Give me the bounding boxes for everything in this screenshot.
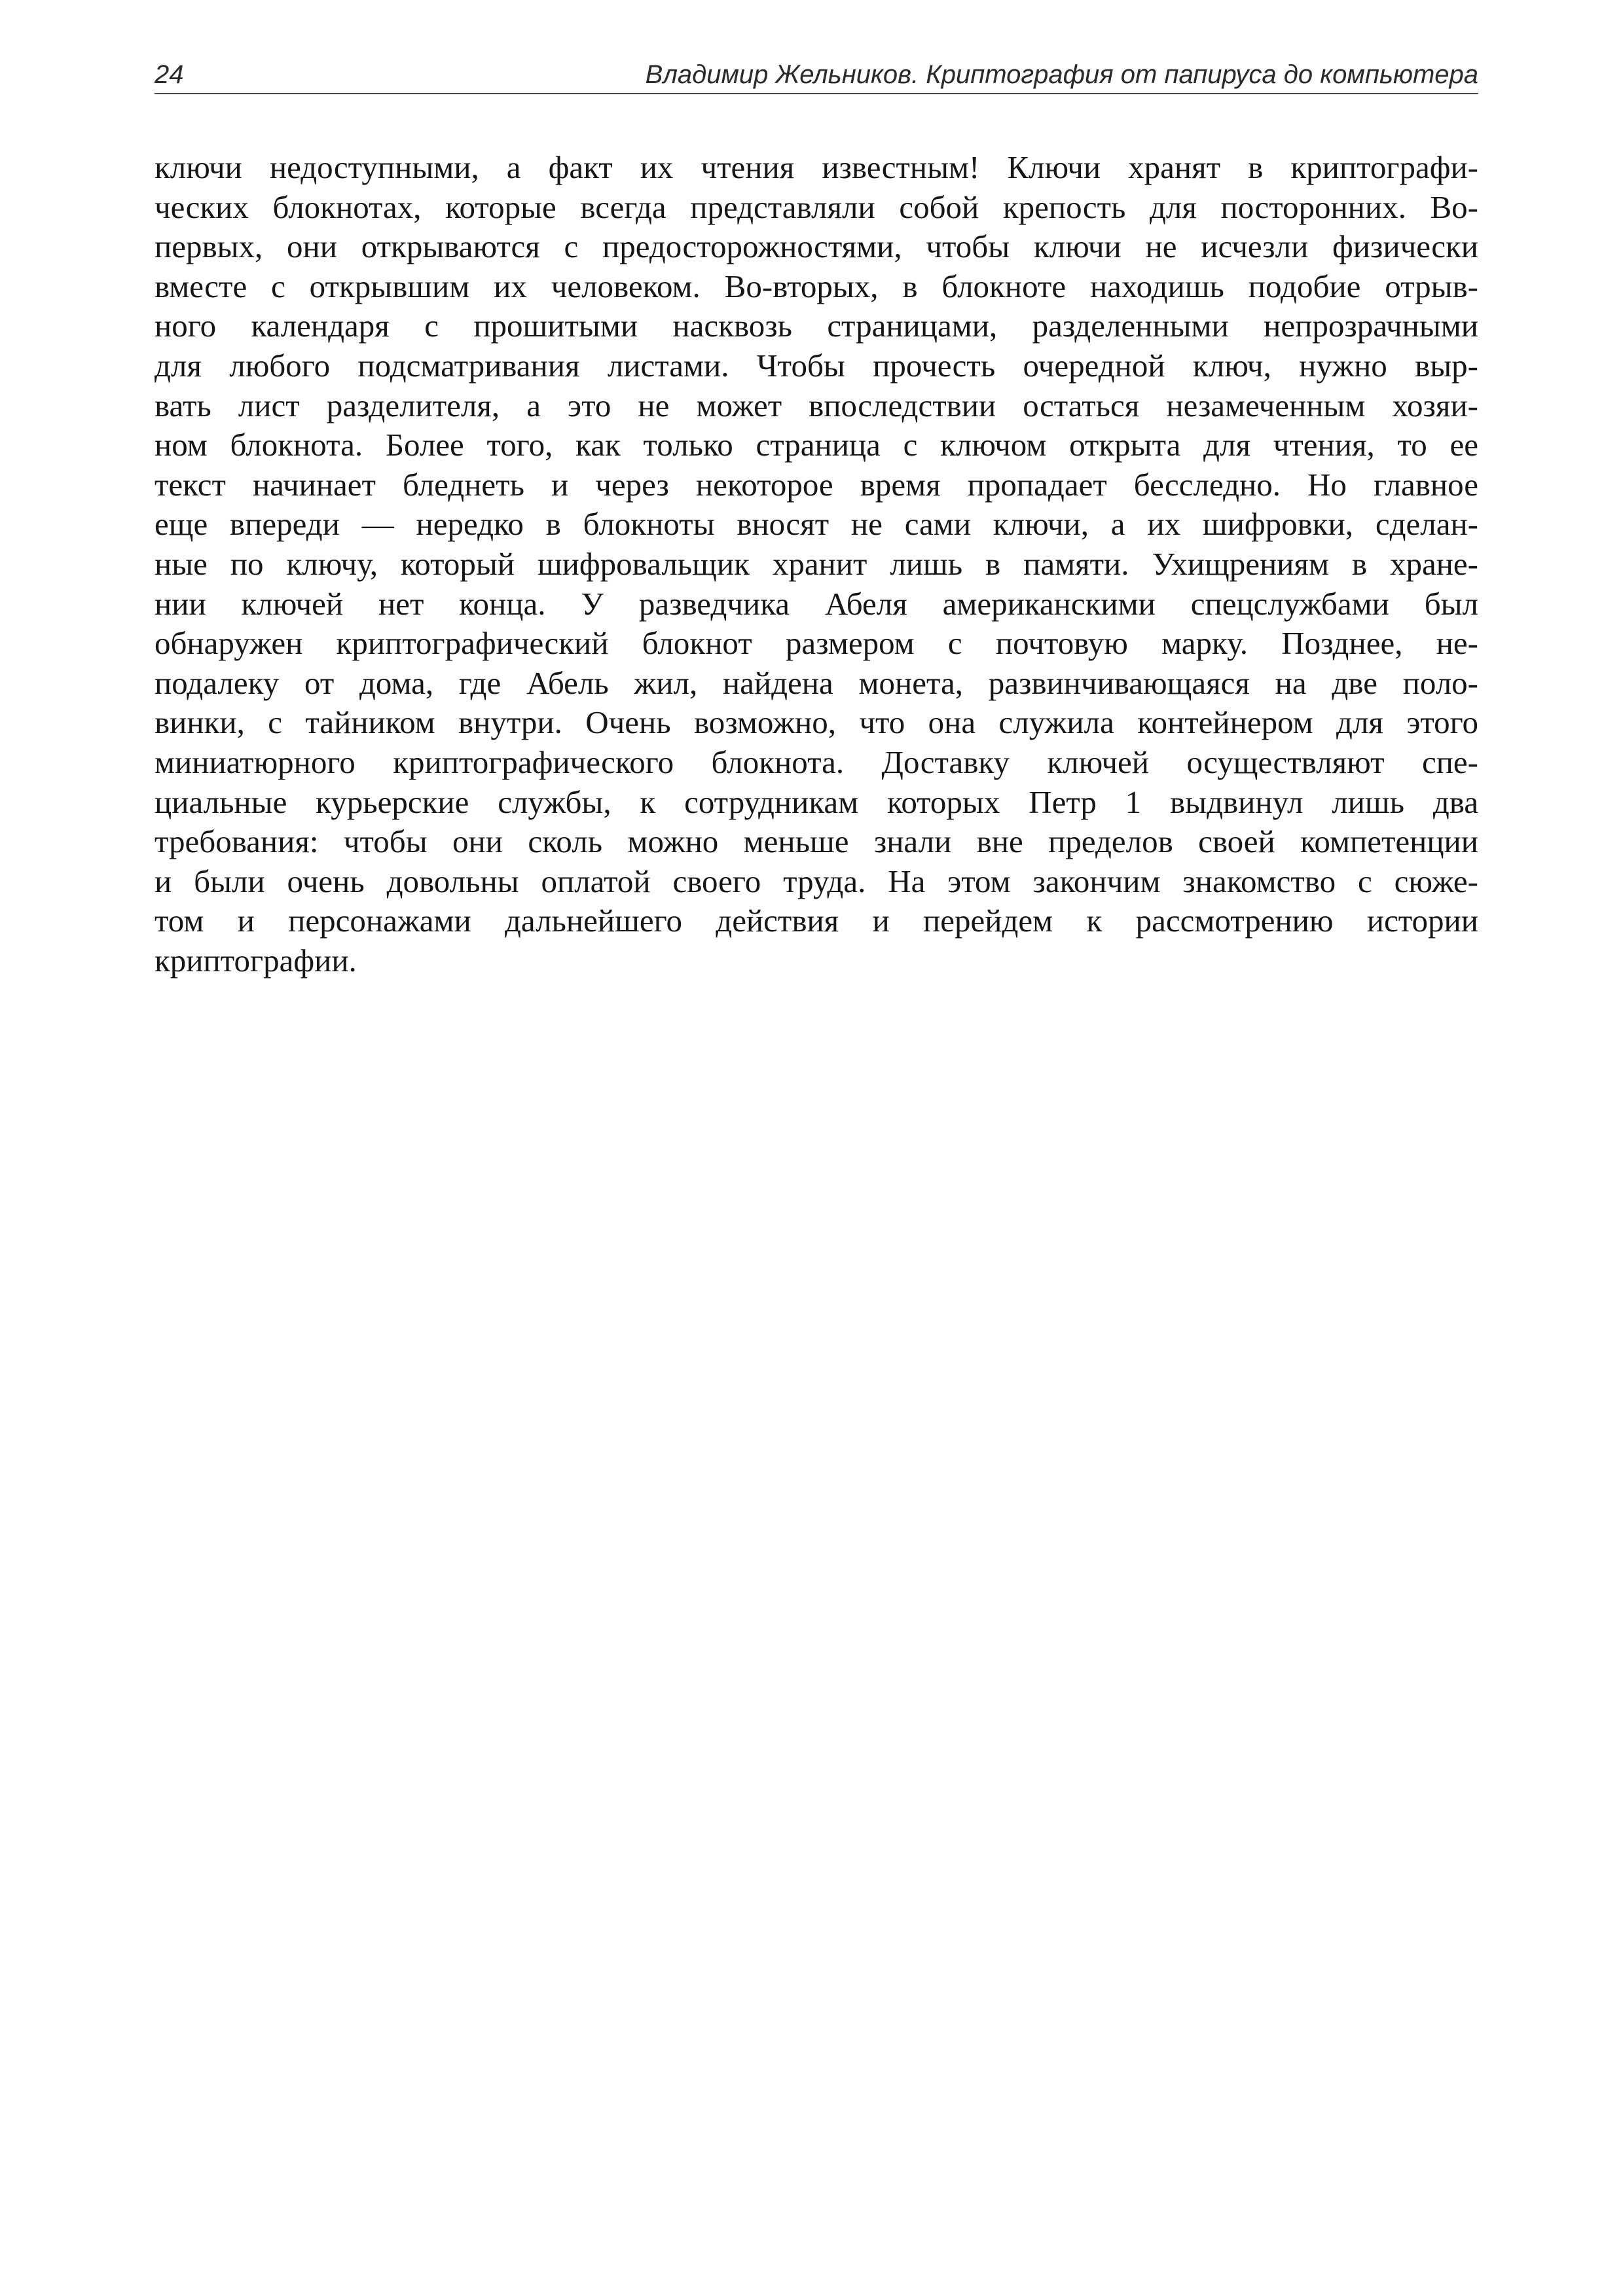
text-line: ном блокнота. Более того, как только страница с ключом открыта для чтения, то ее xyxy=(155,427,1478,463)
text-line: ключи недоступными, а факт их чтения известным! Ключи хранят в криптографи- xyxy=(155,149,1478,185)
text-line: миниатюрного криптографического блокнота. Доставку ключей осуществляют спе- xyxy=(155,744,1478,780)
text-line: винки, с тайником внутри. Очень возможно, что она служила контейнером для этого xyxy=(155,704,1478,741)
text-line: первых, они открываются с предосторожностями, чтобы ключи не исчезли физически xyxy=(155,228,1478,265)
text-line: еще впереди — нередко в блокноты вносят не сами ключи, а их шифровки, сделан- xyxy=(155,506,1478,543)
text-line: том и персонажами дальнейшего действия и перейдем к рассмотрению истории xyxy=(155,903,1478,939)
running-header xyxy=(155,55,1478,94)
text-line: обнаружен криптографический блокнот размером с почтовую марку. Позднее, не- xyxy=(155,625,1478,662)
text-line: вместе с открывшим их человеком. Во-вторых, в блокноте находишь подобие отрыв- xyxy=(155,268,1478,304)
text-line: требования: чтобы они сколь можно меньше знали вне пределов своей компетенции xyxy=(155,823,1478,860)
text-line: ные по ключу, который шифровальщик хранит лишь в памяти. Ухищрениям в хране- xyxy=(155,545,1478,582)
text-line: текст начинает бледнеть и через некоторое время пропадает бесследно. Но главное xyxy=(155,466,1478,503)
text-line: подалеку от дома, где Абель жил, найдена монета, развинчивающаяся на две поло- xyxy=(155,664,1478,701)
text-line: для любого подсматривания листами. Чтобы прочесть очередной ключ, нужно выр- xyxy=(155,347,1478,384)
text-line: нии ключей нет конца. У разведчика Абеля американскими спецслужбами был xyxy=(155,585,1478,622)
running-title: Владимир Жельников. Криптография от папируса до компьютера xyxy=(645,60,1478,89)
text-line: ческих блокнотах, которые всегда представляли собой крепость для посторонних. Во- xyxy=(155,188,1478,225)
text-line: и были очень довольны оплатой своего труда. На этом закончим знакомство с сюже- xyxy=(155,863,1478,899)
text-line: ного календаря с прошитыми насквозь страницами, разделенными непрозрачными xyxy=(155,308,1478,344)
page-number: 24 xyxy=(155,60,184,89)
text-line: вать лист разделителя, а это не может впоследствии остаться незамеченным хозяи- xyxy=(155,387,1478,423)
body-paragraph xyxy=(155,148,1478,980)
text-line: циальные курьерские службы, к сотрудникам которых Петр 1 выдвинул лишь два xyxy=(155,783,1478,820)
text-line: криптографии. xyxy=(155,942,357,978)
